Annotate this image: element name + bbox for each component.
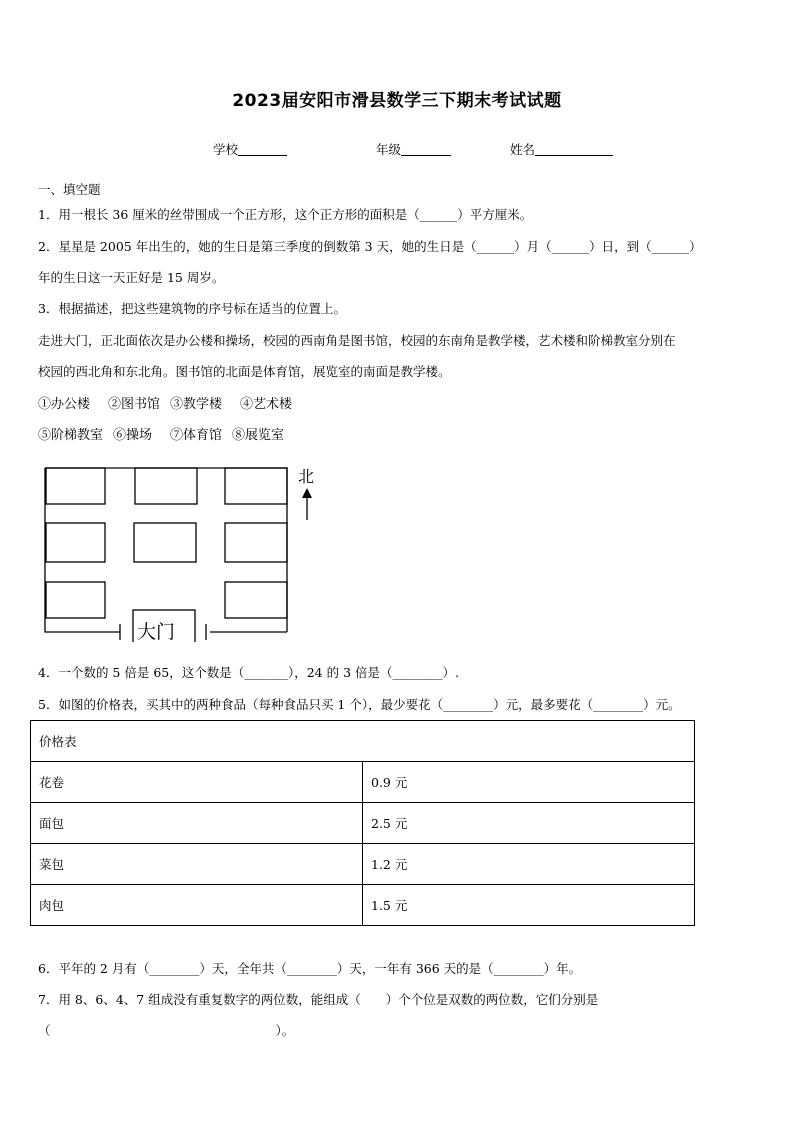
table-row: [31, 762, 695, 803]
plot-center[interactable]: [134, 523, 196, 562]
north-label: 北: [298, 467, 315, 486]
option-teaching-building: ③教学楼: [170, 397, 223, 412]
item-cell: 面包: [31, 803, 363, 844]
option-gym: ⑦体育馆: [170, 428, 223, 443]
table-header: 价格表: [31, 721, 695, 762]
campus-map: [40, 462, 330, 642]
table-header-row: [31, 721, 695, 762]
up-arrow-head-icon: [302, 488, 312, 498]
plot-northeast[interactable]: [225, 468, 287, 504]
plot-east[interactable]: [225, 523, 287, 562]
table-row: [31, 844, 695, 885]
school-label: 学校: [213, 142, 239, 157]
plot-southeast[interactable]: [225, 582, 287, 618]
grade-field: [376, 140, 451, 158]
building-options-row-1: [38, 396, 292, 413]
question-2-line-2: 年的生日这一天正好是 15 周岁。: [38, 270, 225, 285]
question-7-line-1: 7．用 8、6、4、7 组成没有重复数字的两位数，能组成（ ）个个位是双数的两位数，它们分别是: [38, 992, 599, 1007]
plot-southwest[interactable]: [46, 582, 105, 618]
item-cell: 菜包: [31, 844, 363, 885]
price-cell: 0.9 元: [363, 762, 695, 803]
name-field: [510, 140, 613, 158]
plot-northwest[interactable]: [46, 468, 105, 504]
plot-north-center[interactable]: [135, 468, 197, 504]
question-1: 1．用一根长 36 厘米的丝带围成一个正方形，这个正方形的面积是（______）平方厘米。: [38, 207, 533, 222]
question-3-prompt: 3．根据描述，把这些建筑物的序号标在适当的位置上。: [38, 301, 346, 316]
section-heading: 一、填空题: [38, 182, 101, 197]
item-cell: 花卷: [31, 762, 363, 803]
option-library: ②图书馆: [108, 397, 161, 412]
table-row: [31, 885, 695, 926]
exam-title: 2023届安阳市滑县数学三下期末考试试题: [232, 91, 562, 111]
name-blank[interactable]: [535, 142, 613, 156]
item-cell: 肉包: [31, 885, 363, 926]
campus-boundary: [45, 468, 287, 632]
question-3-desc-line-1: 走进大门，正北面依次是办公楼和操场，校园的西南角是图书馆，校园的东南角是教学楼，艺术楼和阶梯教室分别在: [38, 333, 676, 348]
question-4: 4．一个数的 5 倍是 65，这个数是（_______），24 的 3 倍是（________）.: [38, 665, 459, 680]
name-label: 姓名: [510, 142, 536, 157]
price-cell: 1.2 元: [363, 844, 695, 885]
building-options-row-2: [38, 427, 284, 444]
option-playground: ⑥操场: [113, 428, 153, 443]
grade-label: 年级: [376, 142, 402, 157]
plot-west[interactable]: [46, 523, 105, 562]
option-office: ①办公楼: [38, 397, 91, 412]
school-blank[interactable]: [238, 142, 287, 156]
question-3-desc-line-2: 校园的西北角和东北角。图书馆的北面是体育馆，展览室的南面是教学楼。: [38, 364, 451, 379]
price-cell: 1.5 元: [363, 885, 695, 926]
option-lecture-hall: ⑤阶梯教室: [38, 428, 104, 443]
campus-boundary-left: [45, 468, 120, 632]
campus-map-drawing: [40, 462, 330, 642]
gate-label: 大门: [137, 621, 176, 643]
question-5: 5．如图的价格表，买其中的两种食品（每种食品只买 1 个），最少要花（________）元，最多要花（________）元。: [38, 697, 681, 712]
table-row: [31, 803, 695, 844]
question-6: 6．平年的 2 月有（________）天，全年共（________）天，一年有 366 天的是（________）年。: [38, 961, 582, 976]
price-cell: 2.5 元: [363, 803, 695, 844]
question-7-line-2: （ ）。: [38, 1023, 295, 1038]
question-2-line-1: 2．星星是 2005 年出生的，她的生日是第三季度的倒数第 3 天，她的生日是（______）月（______）日，到（______）: [38, 239, 702, 254]
price-table: [30, 720, 695, 926]
option-art-building: ④艺术楼: [240, 397, 293, 412]
option-exhibition-room: ⑧展览室: [232, 428, 285, 443]
grade-blank[interactable]: [401, 142, 451, 156]
school-field: [213, 140, 287, 158]
